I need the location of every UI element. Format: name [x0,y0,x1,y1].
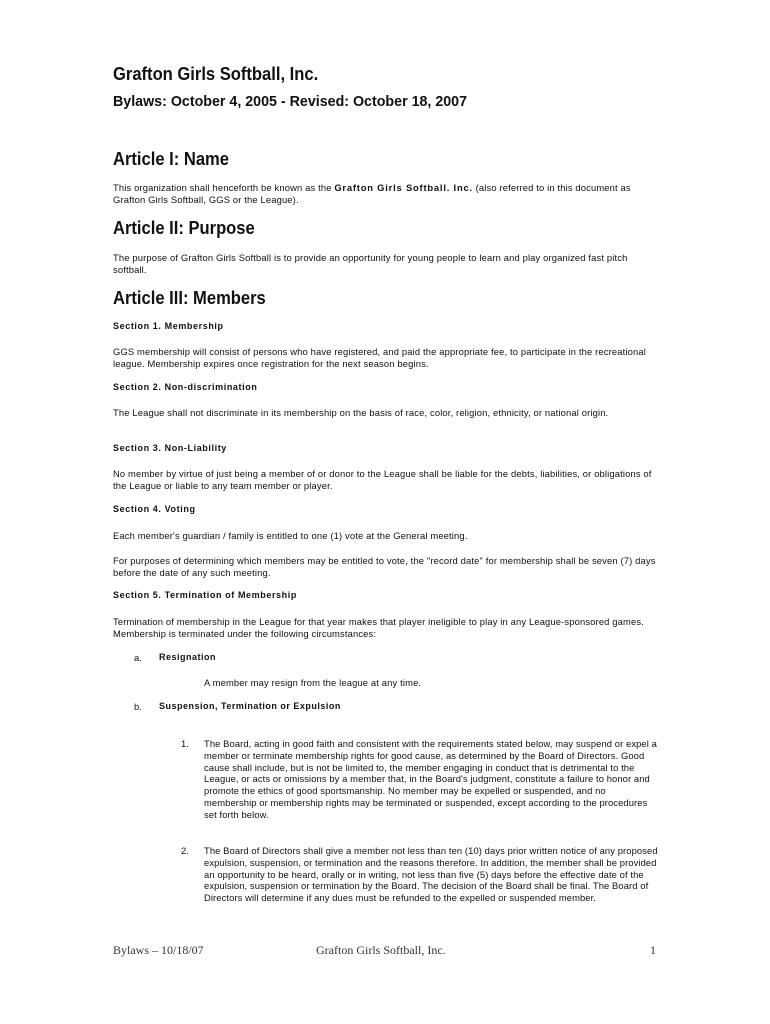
section-4-heading: Section 4. Voting [113,504,196,514]
section-3-heading: Section 3. Non-Liability [113,443,227,453]
section-2-heading: Section 2. Non-discrimination [113,382,258,392]
numbered-item-2-number: 2. [181,845,189,856]
article-2-text: The purpose of Grafton Girls Softball is to provide an opportunity for young people to learn and play organized fast pitch softball. [113,252,628,275]
document-title: Grafton Girls Softball, Inc. [113,64,319,84]
article-1-text-before: This organization shall henceforth be known as the [113,182,335,193]
article-1-text-after: (also referred to in this document as Grafton Girls Softball, GGS or the League). [113,182,631,205]
item-b-label: b. [134,701,142,712]
page-number: 1 [650,943,656,957]
section-5-heading: Section 5. Termination of Membership [113,590,297,600]
numbered-item-1-number: 1. [181,738,189,749]
section-1-heading: Section 1. Membership [113,321,224,331]
section-4-text-1: Each member's guardian / family is entitled to one (1) vote at the General meeting. [113,530,468,541]
footer-center: Grafton Girls Softball, Inc. [316,943,446,957]
footer-left: Bylaws – 10/18/07 [113,943,204,957]
section-4-text-2: For purposes of determining which members may be entitled to vote, the "record date" for membership shall be seven (7) days before the date of any such meeting. [113,555,656,578]
section-2-text: The League shall not discriminate in its membership on the basis of race, color, religion, ethnicity, or national origin. [113,407,609,418]
item-b-heading: Suspension, Termination or Expulsion [159,701,341,711]
section-3-text: No member by virtue of just being a member of or donor to the League shall be liable for the debts, liabilities, or obligations of the League or liable to any team member or player. [113,468,652,491]
article-1-text [113,182,663,206]
item-a-heading: Resignation [159,652,217,662]
article-3-heading: Article III: Members [113,288,266,308]
item-a-text: A member may resign from the league at any time. [204,677,422,688]
numbered-item-1-text: The Board, acting in good faith and consistent with the requirements stated below, may suspend or expel a member or terminate membership rights for good cause, as determined by the Board of Directors. Good cause shall include, but is not be limited to, the member engaging in conduct that is detrimental to the League, or acts or omissions by a member that, in the Board's judgment, constitute a failure to honor and promote the ethics of good sportsmanship. No member may be expelled or suspended, and no membership or membership rights may be terminated or suspended, except according to the procedures set forth below. [204,738,657,820]
article-1-org-name: Grafton Girls Softball. Inc. [334,182,473,193]
item-a-label: a. [134,652,142,663]
section-1-text: GGS membership will consist of persons who have registered, and paid the appropriate fee, to participate in the recreational league. Membership expires once registration for the next season begins. [113,346,646,369]
section-5-text: Termination of membership in the League for that year makes that player ineligible to play in any League-sponsored games. Membership is terminated under the following circumstances: [113,616,644,639]
numbered-item-2-text: The Board of Directors shall give a member not less than ten (10) days prior written notice of any proposed expulsion, suspension, or termination and the reasons therefore. In addition, the member shall be provided an opportunity to be heard, orally or in writing, not less than five (5) days before the effective date of the expulsion, suspension or termination by the Board. The decision of the Board shall be final. The Board of Directors will determine if any dues must be refunded to the expelled or suspended member. [204,845,658,904]
article-1-heading: Article I: Name [113,149,229,169]
article-2-heading: Article II: Purpose [113,218,255,238]
bylaws-subtitle: Bylaws: October 4, 2005 - Revised: October 18, 2007 [113,93,468,110]
